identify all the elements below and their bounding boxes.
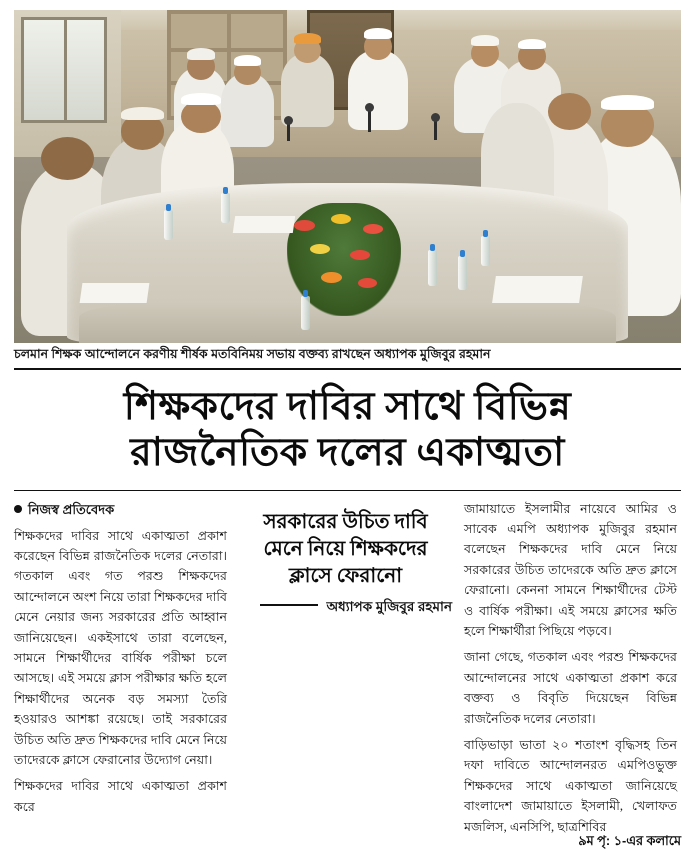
photo-person-cap	[187, 48, 215, 59]
photo-person-cap	[121, 107, 164, 120]
photo-water-bottle	[428, 250, 437, 286]
bullet-icon	[14, 505, 22, 513]
photo-scene	[14, 10, 681, 343]
page-title	[14, 370, 681, 482]
headline-line-1: শিক্ষকদের দাবির সাথে বিভিন্ন	[123, 384, 572, 428]
photo-person-cap	[601, 95, 654, 110]
headline-line-2: রাজনৈতিক দলের একাত্মতা	[130, 430, 565, 474]
photo-water-bottle	[458, 256, 467, 290]
photo-paper	[233, 216, 295, 233]
article-column-right	[464, 499, 677, 839]
jump-line	[14, 832, 681, 853]
article-column-middle	[239, 499, 452, 839]
pull-quote-line-1: সরকারের উচিত দাবি	[263, 510, 428, 533]
photo-paper	[79, 283, 148, 303]
jump-line-right: ৯ম পৃ: ১-এর কলামে	[578, 833, 681, 848]
paragraph: জানা গেছে, গতকাল এবং পরশু শিক্ষকদের আন্দোলনের সাথে একাত্মতা প্রকাশ করে বক্তব্য ও বিবৃতি দিয়েছেন বিভিন্ন রাজনৈতিক দলের নেতারা।	[464, 650, 677, 726]
byline-text: নিজস্ব প্রতিবেদক	[28, 501, 115, 517]
photo-person-cap	[364, 28, 392, 39]
attribution-text: অধ্যাপক মুজিবুর রহমান	[326, 598, 452, 614]
pull-quote	[239, 509, 452, 590]
paragraph: বাড়িভাড়া ভাতা ২০ শতাংশ বৃদ্ধিসহ তিন দফা দাবিতে আন্দোলনরত এমপিওভুক্ত শিক্ষকদের সাথে একাত্মতা জানিয়েছে বাংলাদেশ জামায়াতে ইসলামী, খেলাফত মজলিস, এনসিপি, ছাত্রশিবির	[464, 737, 677, 834]
photo-flowers	[281, 210, 414, 310]
pull-quote-line-2: মেনে নিয়ে শিক্ষকদের	[263, 537, 428, 560]
article-column-left	[14, 499, 227, 839]
photo-person-cap	[294, 33, 321, 44]
article-photo	[14, 10, 681, 343]
photo-person-cap	[471, 35, 499, 46]
pull-quote-attribution	[239, 596, 452, 618]
photo-person-cap	[181, 93, 221, 105]
photo-water-bottle	[301, 296, 310, 330]
photo-microphone	[434, 120, 437, 140]
photo-microphone	[287, 123, 290, 141]
headline-divider	[14, 490, 681, 491]
paragraph: শিক্ষকদের দাবির সাথে একাত্মতা প্রকাশ করেছেন বিভিন্ন রাজনৈতিক দলের নেতারা। গতকাল এবং গত পরশু শিক্ষকদের আন্দোলনে অংশ নিয়ে তারা শিক্ষকদের দাবি মেনে নেয়ার জন্য সরকারের প্রতি আহ্বান জানিয়েছেন। একইসাথে তারা বলেছেন, সামনে শিক্ষার্থীদের বার্ষিক পরীক্ষা চলে আসছে। এই সময়ে ক্লাস পরীক্ষার ক্ষতি হলে শিক্ষার্থীদের অনেক বড় সমস্যা তৈরি হওয়ারও আশঙ্কা রয়েছে। তাই সরকারের উচিত অতি দ্রুত শিক্ষকদের দাবি মেনে নিয়ে তাদেরকে ক্লাসে ফেরানোর উদ্যোগ নেয়া।	[14, 528, 227, 767]
photo-person-cap	[234, 55, 261, 66]
attribution-dash-icon	[260, 604, 318, 606]
photo-person-head	[548, 93, 591, 130]
photo-water-bottle	[221, 193, 230, 223]
photo-window	[21, 17, 107, 123]
article-body	[14, 499, 681, 839]
photo-caption: চলমান শিক্ষক আন্দোলনে করণীয় শীর্ষক মতবিনিময় সভায় বক্তব্য রাখছেন অধ্যাপক মুজিবুর রহমান	[14, 347, 681, 370]
photo-water-bottle	[164, 210, 173, 240]
photo-person-cap	[518, 39, 546, 50]
photo-person-head	[41, 137, 94, 180]
pull-quote-line-3: ক্লাসে ফেরানো	[288, 564, 402, 587]
photo-person	[348, 50, 408, 130]
photo-paper	[492, 276, 582, 303]
paragraph: শিক্ষকদের দাবির সাথে একাত্মতা প্রকাশ করে	[14, 779, 227, 814]
byline	[14, 499, 227, 520]
photo-water-bottle	[481, 236, 490, 266]
photo-microphone	[368, 110, 371, 132]
paragraph: জামায়াতে ইসলামীর নায়েবে আমির ও সাবেক এমপি অধ্যাপক মুজিবুর রহমান বলেছেন শিক্ষকদের দাবি মেনে নিয়ে সরকারের উচিত তাদেরকে অতি দ্রুত ক্লাসে ফেরানো। কেননা সামনে শিক্ষার্থীদের টেস্ট ও বার্ষিক পরীক্ষা। এই সময়ে ক্লাসের ক্ষতি হলে শিক্ষার্থীরা পিছিয়ে পড়বে।	[464, 501, 677, 638]
